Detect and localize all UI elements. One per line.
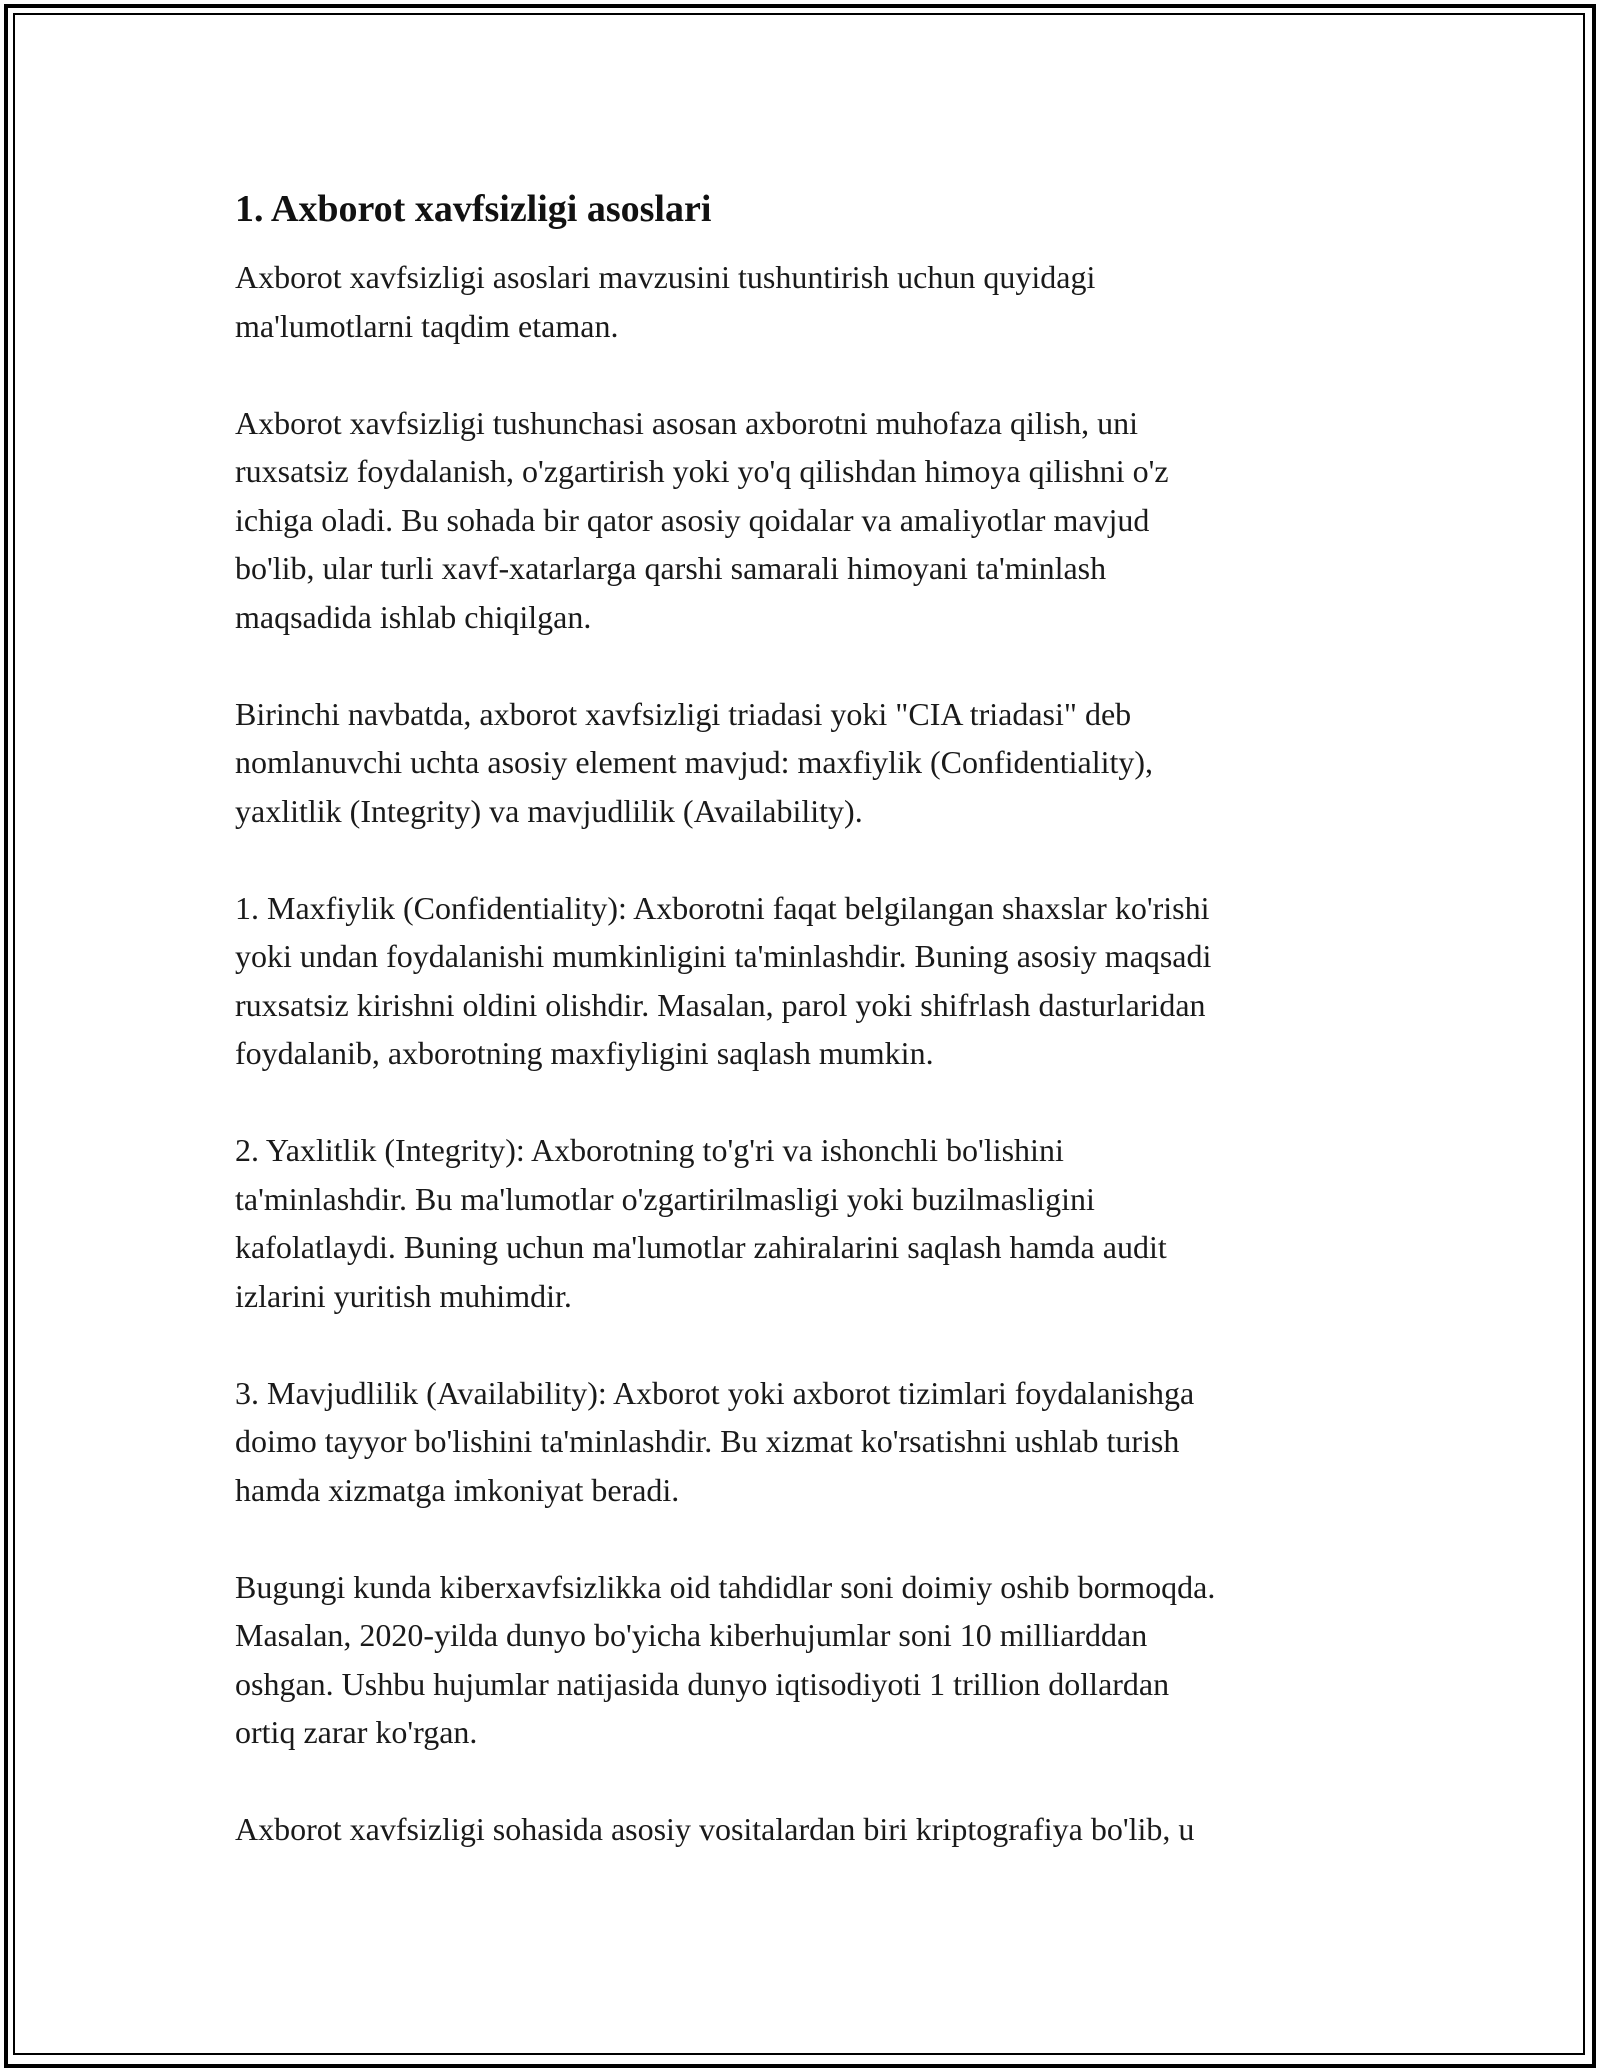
paragraph-threats: Bugungi kunda kiberxavfsizlikka oid tahdidlar soni doimiy oshib bormoqda. Masalan, 2020-yilda dunyo bo'yicha kiberhujumlar soni 10 milliarddan oshgan. Ushbu hujumlar natijasida dunyo iqtisodiyoti 1 trillion dollardan ortiq zarar ko'rgan. [235,1568,1216,1750]
page-title: 1. Axborot xavfsizligi asoslari [235,188,712,230]
paragraph-cia-triad: Birinchi navbatda, axborot xavfsizligi triadasi yoki "CIA triadasi" deb nomlanuvchi uchta asosiy element mavjud: maxfiylik (Confidentiality), yaxlitlik (Integrity) va mavjudlilik (Availability). [235,695,1154,829]
paragraph-integrity: 2. Yaxlitlik (Integrity): Axborotning to'g'ri va ishonchli bo'lishini ta'minlashdir. Bu ma'lumotlar o'zgartirilmasligi yoki buzilmasligini kafolatlaydi. Buning uchun ma'lumotlar zahiralarini saqlash hamda audit izlarini yuritish muhimdir. [235,1132,1167,1314]
paragraph-intro: Axborot xavfsizligi asoslari mavzusini tushuntirish uchun quyidagi ma'lumotlarni taqdim etaman. [235,259,1096,344]
paragraph-cryptography: Axborot xavfsizligi sohasida asosiy vositalardan biri kriptografiya bo'lib, u [235,1811,1195,1847]
paragraph-definition: Axborot xavfsizligi tushunchasi asosan axborotni muhofaza qilish, uni ruxsatsiz foydalanish, o'zgartirish yoki yo'q qilishdan himoya qilishni o'z ichiga oladi. Bu sohada bir qator asosiy qoidalar va amaliyotlar mavjud bo'lib, ular turli xavf-xatarlarga qarshi samarali himoyani ta'minlash maqsadida ishlab chiqilgan. [235,404,1169,635]
paragraph-confidentiality: 1. Maxfiylik (Confidentiality): Axborotni faqat belgilangan shaxslar ko'rishi yoki undan foydalanishi mumkinligini ta'minlashdir. Buning asosiy maqsadi ruxsatsiz kirishni oldini olishdir. Masalan, parol yoki shifrlash dasturlaridan foydalanib, axborotning maxfiyligini saqlash mumkin. [235,889,1212,1071]
paragraph-availability: 3. Mavjudlilik (Availability): Axborot yoki axborot tizimlari foydalanishga doimo tayyor bo'lishini ta'minlashdir. Bu xizmat ko'rsatishni ushlab turish hamda xizmatga imkoniyat beradi. [235,1374,1195,1508]
document-body [235,185,1385,1902]
